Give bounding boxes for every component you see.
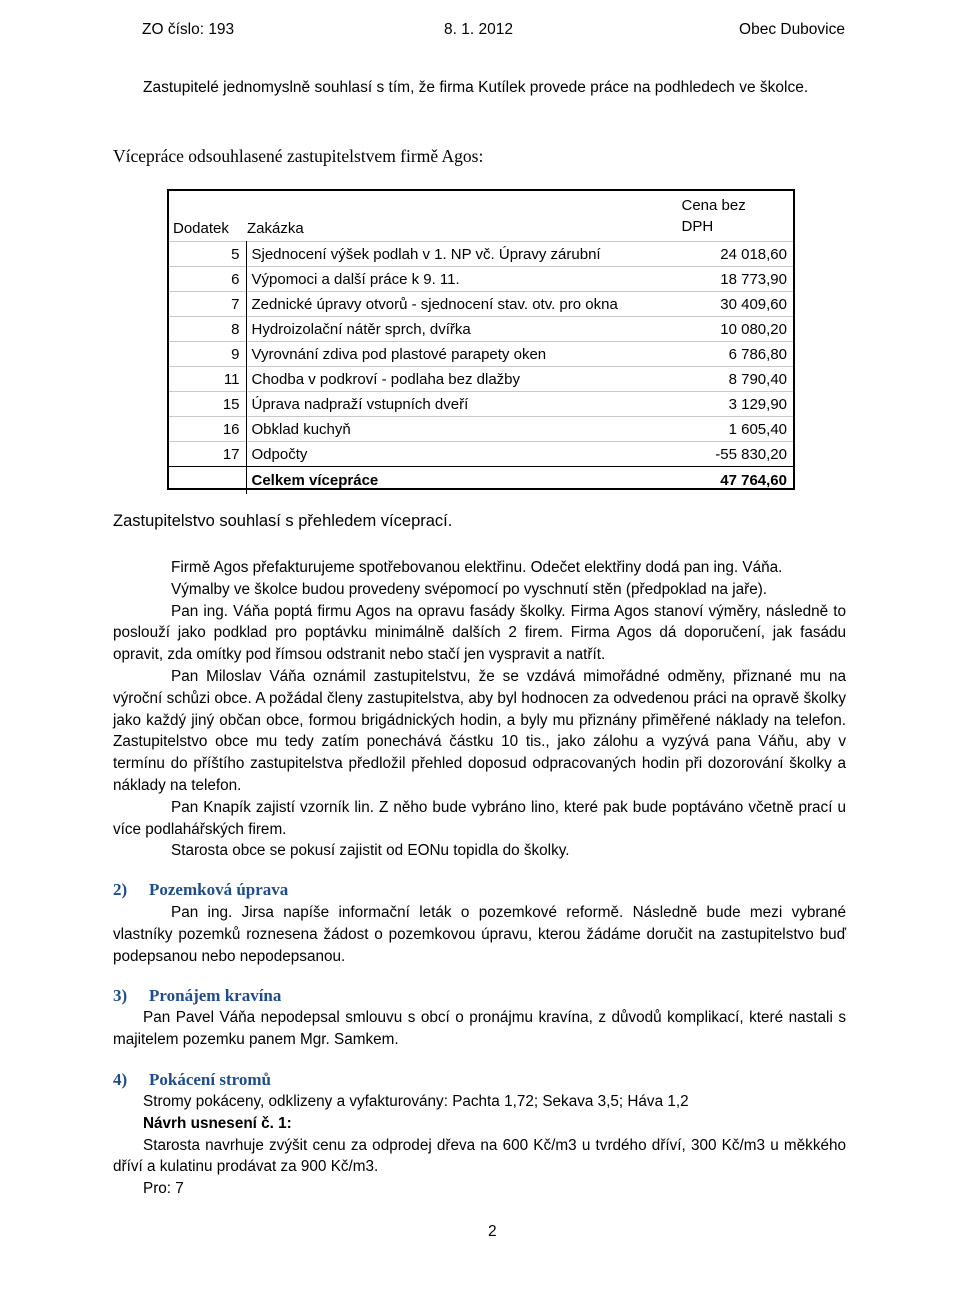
row-zakazka: Sjednocení výšek podlah v 1. NP vč. Úpravy zárubní [246,242,677,267]
row-cena: 3 129,90 [677,392,794,417]
header-dodatek: Dodatek [173,220,229,237]
section-4-body [113,1091,846,1200]
meeting-date: 8. 1. 2012 [444,21,513,38]
paragraph-eon: Starosta obce se pokusí zajistit od EONu topidla do školky. [171,842,570,860]
table-row [167,417,793,442]
section-2-body [113,902,846,967]
header-zakazka: Zakázka [247,220,304,237]
row-dodatek: 6 [167,267,246,292]
section-3-text: Pan Pavel Váňa nepodepsal smlouvu s obcí o pronájmu kravína, z důvodů komplikací, které nastali s majitelem pozemku panem Mgr. Samkem. [113,1009,846,1048]
section-4-number: 4) [113,1070,128,1089]
section-3-heading [113,986,281,1006]
section-4-text: Stromy pokáceny, odklizeny a vyfakturovány: Pachta 1,72; Sekava 3,5; Háva 1,2 [143,1093,689,1110]
header-cena [677,189,794,242]
table-row [167,267,793,292]
row-cena: 1 605,40 [677,417,794,442]
paragraph-knapik: Pan Knapík zajistí vzorník lin. Z něho bude vybráno lino, které pak bude poptáváno včetně prací u více podlahářských firem. [113,798,846,838]
proposal-label: Návrh usnesení č. 1: [143,1114,292,1132]
paragraph-electricity: Firmě Agos přefakturujeme spotřebovanou elektřinu. Odečet elektřiny dodá pan ing. Váňa. [171,559,783,576]
proposal-text: Starosta navrhuje zvýšit cenu za odprodej dřeva na 600 Kč/m3 u tvrdého dříví, 300 Kč/m3 u měkkého dříví a kulatinu prodávat za 900 Kč/m3. [113,1136,846,1176]
table-row [167,392,793,417]
row-dodatek: 9 [167,342,246,367]
row-zakazka: Odpočty [246,442,677,467]
municipality-name: Obec Dubovice [739,21,845,38]
row-cena: 18 773,90 [677,267,794,292]
paragraph-vana: Pan Miloslav Váňa oznámil zastupitelstvu, že se vzdává mimořádné odměny, přiznané mu na výroční schůzi obce. A požádal členy zastupitelstva, aby byl hodnocen za odvedenou práci na opravě školky jako každý jiný občan obce, formou brigádnických hodin, a byly mu přiznány přiměřené náklady na telefon. Zastupitelstvo obce mu tedy zatím ponechává částku 10 tis., jako zálohu a vyzývá pana Váňu, aby v termínu do příštího zastupitelstva předložil přehled doposud odpracovaných hodin při dozorování školky a náklady na telefon. [113,667,846,794]
table-row [167,317,793,342]
section-3-body [113,1007,846,1051]
total-label: Celkem vícepráce [246,467,677,495]
section-2-number: 2) [113,880,128,899]
section-2-text: Pan ing. Jirsa napíše informační leták o pozemkové reformě. Následně bude mezi vybrané vlastníky pozemků roznesena žádost o pozemkovou úpravu, kterou žádáme doručit na zastupitelstvo buď podepsanou nebo nepodepsanou. [113,904,846,965]
row-cena: 24 018,60 [677,242,794,267]
row-zakazka: Vyrovnání zdiva pod plastové parapety oken [246,342,677,367]
section-4-title: Pokácení stromů [149,1070,271,1089]
page-header [142,21,845,43]
vote-result: Pro: 7 [143,1180,184,1198]
section-2-heading [113,880,288,900]
row-zakazka: Chodba v podkroví - podlaha bez dlažby [246,367,677,392]
row-dodatek: 11 [167,367,246,392]
row-dodatek: 17 [167,442,246,467]
row-zakazka: Zednické úpravy otvorů - sjednocení stav. otv. pro okna [246,292,677,317]
row-dodatek: 5 [167,242,246,267]
row-zakazka: Úprava nadpraží vstupních dveří [246,392,677,417]
body-paragraphs [113,557,846,862]
minutes-number: ZO číslo: 193 [142,21,235,38]
row-cena: 30 409,60 [677,292,794,317]
page-number: 2 [488,1223,497,1240]
table-row [167,342,793,367]
row-cena: 10 080,20 [677,317,794,342]
row-zakazka: Výpomoci a další práce k 9. 11. [246,267,677,292]
table-row [167,242,793,267]
consent-text: Zastupitelstvo souhlasí s přehledem víceprací. [113,512,453,530]
row-dodatek: 8 [167,317,246,342]
table-header-row [167,189,793,242]
table-row [167,292,793,317]
table-row [167,442,793,467]
section-3-number: 3) [113,986,128,1005]
row-cena: -55 830,20 [677,442,794,467]
row-cena: 8 790,40 [677,367,794,392]
row-dodatek: 15 [167,392,246,417]
row-dodatek: 16 [167,417,246,442]
total-empty-cell [167,467,246,495]
row-cena: 6 786,80 [677,342,794,367]
header-cena-line2: DPH [681,218,714,235]
agreement-text: Zastupitelé jednomyslně souhlasí s tím, že firma Kutílek provede práce na podhledech ve školce. [143,79,809,96]
table-caption: Vícepráce odsouhlasené zastupitelstvem firmě Agos: [113,146,484,166]
section-4-heading [113,1070,271,1090]
table-total-row [167,467,793,495]
paragraph-facade: Pan ing. Váňa poptá firmu Agos na opravu fasády školky. Firma Agos stanoví výměry, následně to poslouží jako podklad pro poptávku minimálně dalších 2 firem. Firma Agos dá doporučení, jak fasádu opravit, zda omítky pod římsou odstranit nebo stačí jen vyspravit a natřít. [113,602,846,664]
paragraph-painting: Výmalby ve školce budou provedeny svépomocí po vyschnutí stěn (předpoklad na jaře). [171,580,768,598]
row-dodatek: 7 [167,292,246,317]
table-row [167,367,793,392]
header-cena-line1: Cena bez [681,197,746,214]
section-2-title: Pozemková úprava [149,880,289,899]
section-3-title: Pronájem kravína [149,986,282,1005]
total-value: 47 764,60 [677,467,794,495]
row-zakazka: Hydroizolační nátěr sprch, dvířka [246,317,677,342]
extra-work-table [167,189,793,494]
row-zakazka: Obklad kuchyň [246,417,677,442]
